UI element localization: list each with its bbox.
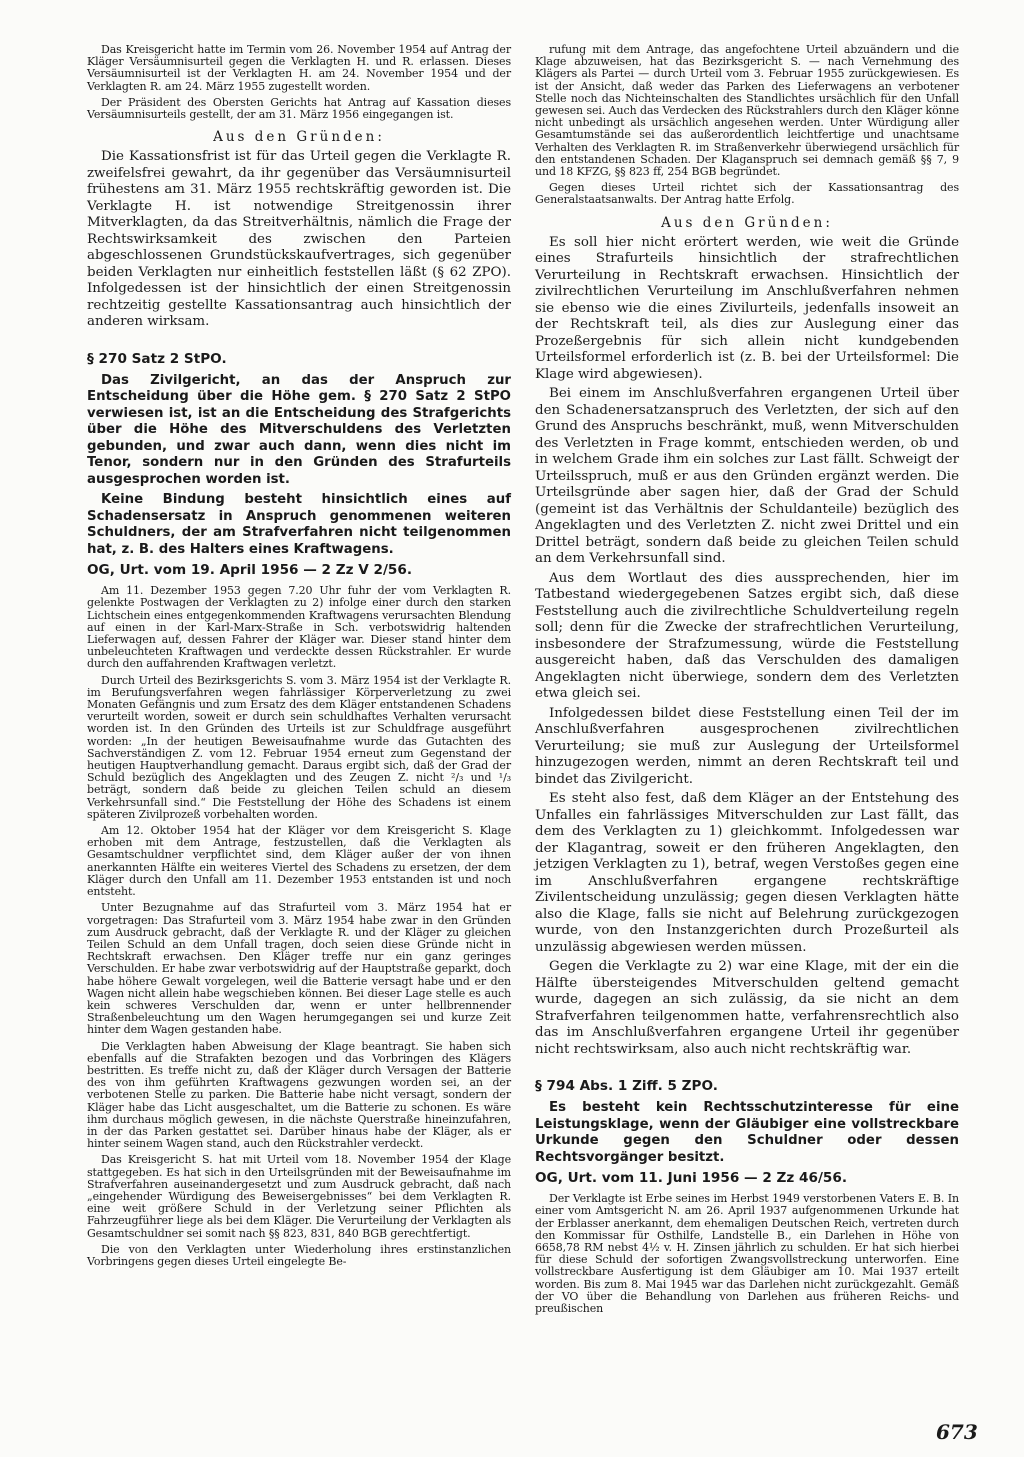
grounds-paragraph-5: Es steht also fest, daß dem Kläger an der Entstehung des Unfalles ein fahrlässiges Mitverschulden zur Last fällt, das dem des Verklagten zu 1) gleichkommt. Infolgedessen war der Klagantrag, soweit er den früheren Angeklagten, den jetzigen Verklagten zu 1), betraf, wegen Verstoßes gegen eine im Anschlußverfahren ergangene rechtskräftige Zivilentscheidung unzulässig; gegen diesen Verklagten hätte also die Klage, falls sie nicht auf Belehrung zurückgezogen wurde, von den Instanzgerichten durch Prozeßurteil als unzulässig abgewiesen werden müssen. (535, 791, 959, 955)
facts-paragraph-5: Die Verklagten haben Abweisung der Klage beantragt. Sie haben sich ebenfalls auf die Strafakten bezogen und das Vorbringen des Klägers bestritten. Es treffe nicht zu, daß der Kläger durch Versagen der Batterie des von ihm geführten Kraftwagens gezwungen worden sei, an der verbotenen Stelle zu parken. Die Batterie habe nicht versagt, sondern der Kläger habe das Licht ausgeschaltet, um die Batterie zu schonen. Es wäre ihm durchaus möglich gewesen, in die nächste Querstraße hineinzufahren, in der das Parken gestattet sei. Darüber hinaus habe der Kläger, als er hinter seinem Wagen stand, auch den Rückstrahler verdeckt. (87, 1039, 511, 1151)
grounds-heading: Aus den Gründen: (661, 214, 833, 231)
facts-paragraph-7: Die von den Verklagten unter Wiederholung ihres erstinstanzlichen Vorbringens gegen dieses Urteil eingelegte Be- (87, 1242, 511, 1268)
intro-paragraph-2: Der Präsident des Obersten Gerichts hat Antrag auf Kassation dieses Versäumnisurteils gestellt, der am 31. März 1956 eingegangen ist. (87, 95, 511, 122)
page-number: 673 (936, 1420, 978, 1444)
grounds-paragraph-2: Bei einem im Anschlußverfahren ergangenen Urteil über den Schadenersatzanspruch des Verletzten, der sich auf den Grund des Anspruchs beschränkt, muß, wenn Mitverschulden des Verletzten in Frage kommt, entschieden werden, ob und in welchem Grade ihm ein solches zur Last fällt. Schweigt der Urteilsspruch, muß er aus den Gründen ergänzt werden. Die Urteilsgründe aber sagen hier, daß der Grad der Schuld (gemeint ist das Verhältnis der Schuldanteile) bezüglich des Angeklagten und des Verletzten Z. nicht zwei Drittel und ein Drittel beträgt, sondern daß beide zu gleichen Teilen schuld an dem Verkehrsunfall sind. (535, 386, 959, 567)
grounds-paragraph-4: Infolgedessen bildet diese Feststellung einen Teil der im Anschlußverfahren ausgesprochenen zivilrechtlichen Verurteilung; sie muß zur Auslegung der Urteilsformel hinzugezogen werden, nimmt an deren Rechtskraft teil und bindet das Zivilgericht. (535, 705, 959, 787)
grounds-paragraph-1: Es soll hier nicht erörtert werden, wie weit die Gründe eines Strafurteils hinsichtlich der strafrechtlichen Verurteilung in Rechtskraft erwachsen. Hinsichtlich der zivilrechtlichen Verurteilung im Anschlußverfahren nehmen sie ebenso wie die eines Zivilurteils, jedenfalls insoweit an der Rechtskraft teil, als dies zur Auslegung einer das Prozeßergebnis für sich allein nicht kundgebenden Urteilsformel erforderlich ist (z. B. bei der Urteilsformel: Die Klage wird abgewiesen). (535, 234, 959, 382)
section-title: § 794 Abs. 1 Ziff. 5 ZPO. (535, 1078, 718, 1095)
intro-paragraph-1: Das Kreisgericht hatte im Termin vom 26. November 1954 auf Antrag der Kläger Versäumnisurteil gegen die Verklagten H. und R. erlassen. Dieses Versäumnisurteil ist der Verklagten H. am 24. November 1954 und der Verklagten R. am 24. März 1955 zugestellt worden. (87, 43, 511, 93)
facts-paragraph-4: Unter Bezugnahme auf das Strafurteil vom 3. März 1954 hat er vorgetragen: Das Strafurteil vom 3. März 1954 habe zwar in den Gründen zum Ausdruck gebracht, daß der Verklagte R. und der Kläger zu gleichen Teilen Schuld an dem Unfall tragen, doch seien diese Gründe nicht in Rechtskraft erwachsen. Den Kläger treffe nur ein ganz geringes Verschulden. Er habe zwar verbotswidrig auf der Hauptstraße geparkt, doch habe höhere Gewalt vorgelegen, weil die Batterie versagt habe und er den Wagen nicht allein habe wegschieben können. Bei dieser Lage stelle es auch kein schweres Verschulden dar, wenn er unter hellbrennender Straßenbeleuchtung um den Wagen herumgegangen sei und kurze Zeit hinter dem Wagen gestanden habe. (87, 901, 511, 1037)
facts-continued-paragraph-1: rufung mit dem Antrage, das angefochtene Urteil abzuändern und die Klage abzuweisen, hat das Bezirksgericht S. — nach Vernehmung des Klägers als Partei — durch Urteil vom 3. Februar 1955 zurückgewiesen. Es ist der Ansicht, daß weder das Parken des Lieferwagens an verbotener Stelle noch das Nichteinschalten des Standlichtes ursächlich für den Unfall gewesen sei. Auch das Verdecken des Rückstrahlers durch den Kläger könne nicht unbedingt als ursächlich angesehen werden. Unter Würdigung aller Gesamtumstände sei das außerordentlich leichtfertige und unachtsame Verhalten des Verklagten R. im Straßenverkehr überwiegend ursächlich für den entstandenen Schaden. Der Klaganspruch sei demnach gemäß §§ 7, 9 und 18 KFZG, §§ 823 ff, 254 BGB begründet. (535, 43, 959, 179)
grounds-paragraph-6: Gegen die Verklagte zu 2) war eine Klage, mit der ein die Hälfte übersteigendes Mitverschulden geltend gemacht wurde, dagegen an sich zulässig, da sie nicht an dem Strafverfahren teilgenommen hatte, verfahrensrechtlich also das im Anschlußverfahren ergangene Urteil ihr gegenüber nicht rechtswirksam, also auch nicht rechtskräftig war. (535, 959, 959, 1057)
grounds-paragraph-3: Aus dem Wortlaut des dies aussprechenden, hier im Tatbestand wiedergegebenen Satzes ergibt sich, daß diese Feststellung auch die zivilrechtliche Schuldverteilung regeln soll; denn für die Zwecke der strafrechtlichen Verurteilung, insbesondere der Strafzumessung, würde die Feststellung ausgereicht haben, daß das Verschulden des damaligen Angeklagten nicht überwiege, sondern dem des Verletzten etwa gleich sei. (535, 570, 959, 702)
ruling-reference: OG, Urt. vom 11. Juni 1956 — 2 Zz 46/56. (535, 1170, 848, 1187)
facts-continued-paragraph-2: Gegen dieses Urteil richtet sich der Kassationsantrag des Generalstaatsanwalts. Der Antrag hatte Erfolg. (535, 181, 959, 207)
facts-paragraph: Der Verklagte ist Erbe seines im Herbst 1949 verstorbenen Vaters E. B. In einer vom Amtsgericht N. am 26. April 1937 aufgenommenen Urkunde hat der Erblasser anerkannt, dem ehemaligen Deutschen Reich, vertreten durch den Kommissar für Osthilfe, Landstelle B., ein Darlehen in Höhe von 6658,78 RM nebst 4½ v. H. Zinsen jährlich zu schulden. Er hat sich hierbei für diese Schuld der sofortigen Zwangsvollstreckung unterworfen. Eine vollstreckbare Ausfertigung ist dem Gläubiger am 10. Mai 1937 erteilt worden. Bis zum 8. Mai 1945 war das Darlehen nicht zurückgezahlt. Gemäß der VO über die Behandlung von Darlehen aus früheren Reichs- und preußischen (535, 1192, 959, 1315)
facts-paragraph-6: Das Kreisgericht S. hat mit Urteil vom 18. November 1954 der Klage stattgegeben. Es hat sich in den Urteilsgründen mit der Beweisaufnahme im Strafverfahren auseinandergesetzt und zum Ausdruck gebracht, daß nach „eingehender Würdigung des Beweisergebnisses“ bei dem Verklagten R. eine weit größere Schuld in der Verletzung seiner Pflichten als Fahrzeugführer liege als bei dem Kläger. Die Verurteilung der Verklagten als Gesamtschuldner sei somit nach §§ 823, 831, 840 BGB gerechtfertigt. (87, 1153, 511, 1240)
facts-paragraph-2: Durch Urteil des Bezirksgerichts S. vom 3. März 1954 ist der Verklagte R. im Berufungsverfahren wegen fahrlässiger Körperverletzung zu zwei Monaten Gefängnis und zum Ersatz des dem Kläger entstandenen Schadens verurteilt worden, soweit er durch sein schuldhaftes Verhalten verursacht worden ist. In den Gründen des Urteils ist zur Schuldfrage ausgeführt worden: „In der heutigen Beweisaufnahme wurde das Gutachten des Sachverständigen Z. vom 12. Februar 1954 erneut zum Gegenstand der heutigen Hauptverhandlung gemacht. Daraus ergibt sich, daß der Grad der Schuld bezüglich des Angeklagten und des Zeugen Z. nicht ²/₃ und ¹/₃ beträgt, sondern daß beide zu gleichen Teilen schuld an diesem Verkehrsunfall sind.“ Die Feststellung der Höhe des Schadens ist einem späteren Zivilprozeß vorbehalten worden. (87, 673, 511, 821)
ruling-reference: OG, Urt. vom 19. April 1956 — 2 Zz V 2/56. (87, 562, 413, 579)
facts-paragraph-1: Am 11. Dezember 1953 gegen 7.20 Uhr fuhr der vom Verklagten R. gelenkte Postwagen der Verklagten zu 2) infolge einer durch den starken Lichtschein eines entgegenkommenden Kraftwagens verursachten Blendung auf einen in der Karl-Marx-Straße in Sch. verbotswidrig haltenden Lieferwagen auf, dessen Fahrer der Kläger war. Dieser stand hinter dem unbeleuchteten Kraftwagen und verdeckte dessen Rückstrahler. Er wurde durch den auffahrenden Kraftwagen verletzt. (87, 584, 511, 671)
facts-paragraph-3: Am 12. Oktober 1954 hat der Kläger vor dem Kreisgericht S. Klage erhoben mit dem Antrage, festzustellen, daß die Verklagten als Gesamtschuldner verpflichtet sind, dem Kläger außer der von ihnen anerkannten Hälfte ein weiteres Viertel des Schadens zu ersetzen, der dem Kläger durch den Unfall am 11. Dezember 1953 entstanden ist und noch entsteht. (87, 824, 511, 899)
grounds-paragraph: Die Kassationsfrist ist für das Urteil gegen die Verklagte R. zweifelsfrei gewahrt, da ihr gegenüber das Versäumnisurteil frühestens am 31. März 1955 rechtskräftig geworden ist. Die Verklagte H. ist notwendige Streitgenossin ihrer Mitverklagten, da das Streitverhältnis, nämlich die Frage der Rechtswirksamkeit des zwischen den Parteien abgeschlossenen Grundstückskaufvertrages, sich gegenüber beiden Verklagten nur einheitlich feststellen läßt (§ 62 ZPO). Infolgedessen ist der hinsichtlich der einen Streitgenossin rechtzeitig gestellte Kassationsantrag auch hinsichtlich der anderen wirksam. (87, 149, 511, 330)
left-column (87, 44, 511, 1272)
headnote-paragraph-2: Keine Bindung besteht hinsichtlich eines auf Schadensersatz in Anspruch genommenen weiteren Schuldners, der am Strafverfahren nicht teilgenommen hat, z. B. des Halters eines Kraftwagens. (87, 492, 511, 557)
section-title: § 270 Satz 2 StPO. (87, 350, 227, 367)
headnote-paragraph: Es besteht kein Rechtsschutzinteresse für eine Leistungsklage, wenn der Gläubiger eine vollstreckbare Urkunde gegen den Schuldner oder dessen Rechtsvorgänger besitzt. (535, 1100, 959, 1165)
grounds-heading: Aus den Gründen: (213, 129, 385, 146)
headnote-paragraph-1: Das Zivilgericht, an das der Anspruch zur Entscheidung über die Höhe gem. § 270 Satz 2 StPO verwiesen ist, ist an die Entscheidung des Strafgerichts über die Höhe des Mitverschuldens des Verletzten gebunden, und zwar auch dann, wenn dies nicht im Tenor, sondern nur in den Gründen des Strafurteils ausgesprochen worden ist. (87, 372, 511, 487)
right-column (535, 44, 959, 1319)
